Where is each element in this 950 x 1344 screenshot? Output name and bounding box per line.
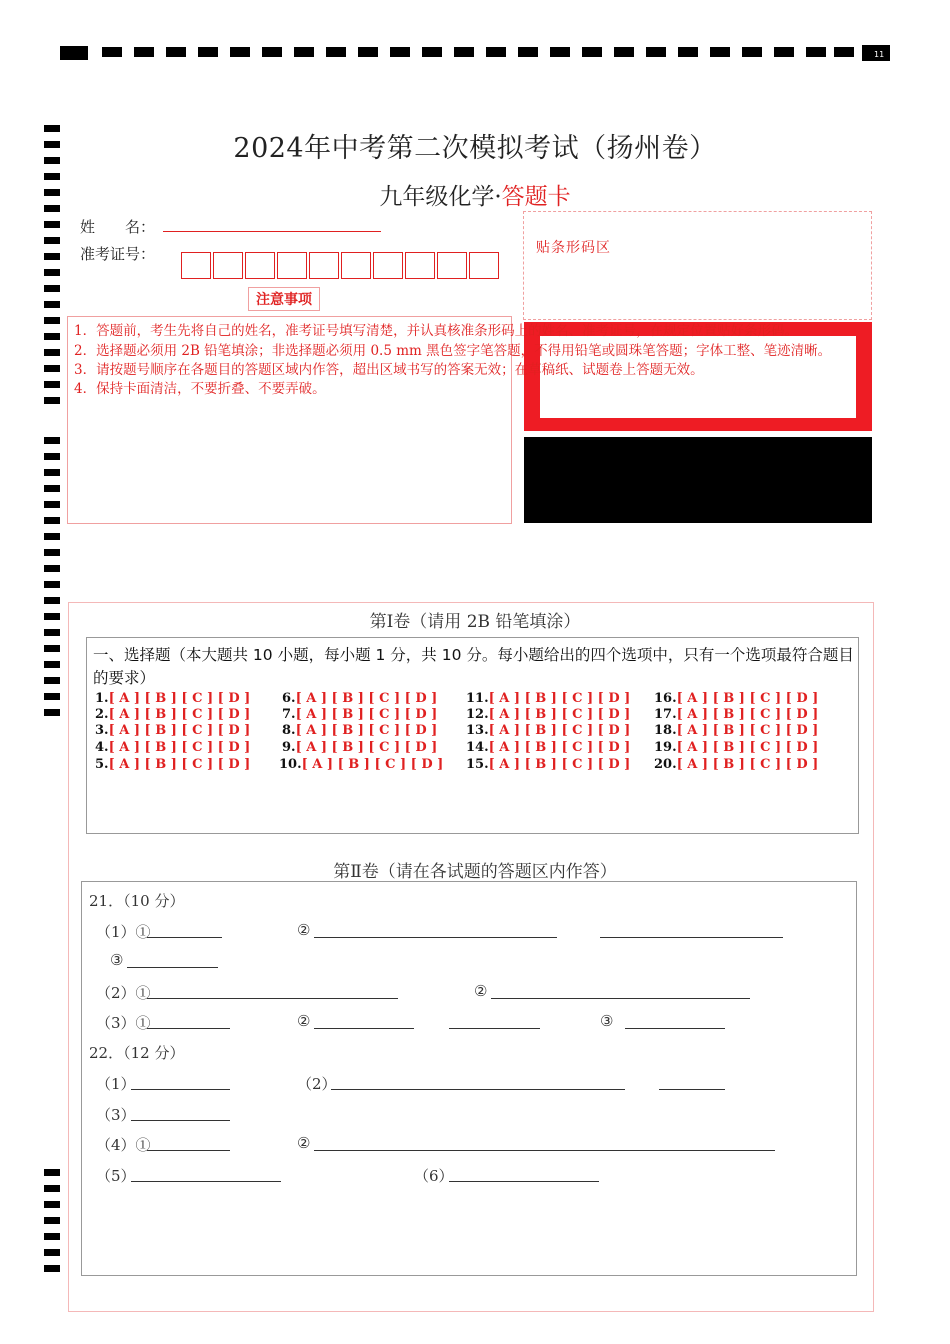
part1-title: 第Ⅰ卷（请用 2B 铅笔填涂）	[369, 612, 581, 632]
choice-options[interactable]: [ A ] [ B ] [ C ] [ D ]	[295, 691, 438, 706]
question-number: 12.	[466, 707, 489, 722]
question-number: 5.	[95, 757, 109, 772]
choice-options[interactable]: [ A ] [ B ] [ C ] [ D ]	[108, 740, 251, 755]
question-number: 17.	[654, 707, 677, 722]
page-subtitle	[0, 178, 950, 211]
written-answer-box	[81, 881, 857, 1276]
choice-options[interactable]: [ A ] [ B ] [ C ] [ D ]	[676, 691, 819, 706]
subtitle-suffix: 答题卡	[501, 184, 571, 210]
q21-1-blank-1[interactable]	[147, 937, 222, 938]
question-number: 20.	[654, 757, 677, 772]
q21-header: 21．（10 分）	[89, 892, 185, 910]
choice-row-7[interactable]	[282, 707, 437, 723]
q21-2-blank-1[interactable]	[147, 998, 398, 999]
page-title: 2024年中考第二次模拟考试（扬州卷）	[233, 133, 717, 164]
choice-row-4[interactable]	[95, 740, 250, 756]
choice-row-13[interactable]	[466, 723, 630, 739]
q22-header: 22．（12 分）	[89, 1044, 185, 1062]
black-marker-block	[524, 437, 872, 523]
choice-row-15[interactable]	[466, 757, 630, 773]
question-number: 15.	[466, 757, 489, 772]
part2-title: 第Ⅱ卷（请在各试题的答题区内作答）	[333, 862, 617, 882]
choice-options[interactable]: [ A ] [ B ] [ C ] [ D ]	[488, 740, 631, 755]
choice-options[interactable]: [ A ] [ B ] [ C ] [ D ]	[676, 740, 819, 755]
q21-3-blank-1[interactable]	[147, 1028, 230, 1029]
q21-1-blank-2[interactable]	[314, 937, 557, 938]
choice-row-14[interactable]	[466, 740, 630, 756]
barcode-sticker-area	[523, 211, 872, 320]
q21-2-label: （2）①	[96, 984, 151, 1002]
choice-options[interactable]: [ A ] [ B ] [ C ] [ D ]	[488, 757, 631, 772]
q22-1-label: （1）	[96, 1075, 136, 1093]
q22-2-label: （2）	[297, 1075, 337, 1093]
q21-1-blank-3[interactable]	[600, 937, 783, 938]
q21-1-blank-4[interactable]	[127, 967, 218, 968]
exam-id-digit-box[interactable]	[405, 252, 435, 279]
q21-1-circle3: ③	[110, 951, 124, 969]
exam-id-digit-box[interactable]	[213, 252, 243, 279]
q22-4-blank-2[interactable]	[314, 1150, 775, 1151]
question-number: 3.	[95, 723, 109, 738]
question-number: 16.	[654, 691, 677, 706]
q22-2-blank-2[interactable]	[659, 1089, 725, 1090]
barcode-area-label: 贴条形码区	[536, 240, 611, 256]
q22-4-label: （4）①	[96, 1136, 151, 1154]
question-number: 1.	[95, 691, 109, 706]
name-label: 姓 名：	[80, 218, 156, 236]
question-number: 2.	[95, 707, 109, 722]
exam-id-digit-box[interactable]	[309, 252, 339, 279]
choice-options[interactable]: [ A ] [ B ] [ C ] [ D ]	[676, 757, 819, 772]
question-number: 10.	[279, 757, 302, 772]
choice-options[interactable]: [ A ] [ B ] [ C ] [ D ]	[295, 707, 438, 722]
question-number: 14.	[466, 740, 489, 755]
notice-heading: 注意事项	[248, 287, 320, 311]
notice-item: 3．请按题号顺序在各题目的答题区域内作答，超出区域书写的答案无效；在草稿纸、试题卷上答题无效。	[74, 362, 704, 378]
choice-row-2[interactable]	[95, 707, 250, 723]
choice-options[interactable]: [ A ] [ B ] [ C ] [ D ]	[108, 707, 251, 722]
choice-row-19[interactable]	[654, 740, 818, 756]
q21-3-blank-4[interactable]	[625, 1028, 725, 1029]
choice-options[interactable]: [ A ] [ B ] [ C ] [ D ]	[301, 757, 444, 772]
choice-options[interactable]: [ A ] [ B ] [ C ] [ D ]	[488, 691, 631, 706]
q21-1-circle2: ②	[297, 921, 311, 939]
q21-3-blank-3[interactable]	[449, 1028, 540, 1029]
choice-row-1[interactable]	[95, 691, 250, 707]
choice-row-3[interactable]	[95, 723, 250, 739]
choice-row-11[interactable]	[466, 691, 630, 707]
choice-options[interactable]: [ A ] [ B ] [ C ] [ D ]	[108, 757, 251, 772]
choice-row-20[interactable]	[654, 757, 818, 773]
choice-row-9[interactable]	[282, 740, 437, 756]
q21-3-circle3: ③	[600, 1012, 614, 1030]
choice-row-16[interactable]	[654, 691, 818, 707]
exam-id-digit-box[interactable]	[341, 252, 371, 279]
q21-1-label: （1）①	[96, 923, 151, 941]
q22-1-blank[interactable]	[131, 1089, 230, 1090]
exam-id-label: 准考证号：	[80, 245, 156, 263]
q22-3-blank[interactable]	[131, 1120, 230, 1121]
choice-row-17[interactable]	[654, 707, 818, 723]
notice-item: 2．选择题必须用 2B 铅笔填涂；非选择题必须用 0.5 mm 黑色签字笔答题，不得用铅笔或圆珠笔答题；字体工整、笔迹清晰。	[74, 343, 832, 359]
subtitle-main: 九年级化学·	[379, 184, 502, 210]
q21-2-circle2: ②	[474, 982, 488, 1000]
question-number: 4.	[95, 740, 109, 755]
q21-3-blank-2[interactable]	[314, 1028, 414, 1029]
q21-3-label: （3）①	[96, 1014, 151, 1032]
choice-options[interactable]: [ A ] [ B ] [ C ] [ D ]	[488, 723, 631, 738]
choice-row-8[interactable]	[282, 723, 437, 739]
q22-4-blank-1[interactable]	[147, 1150, 230, 1151]
choice-row-18[interactable]	[654, 723, 818, 739]
choice-options[interactable]: [ A ] [ B ] [ C ] [ D ]	[676, 723, 819, 738]
choice-row-10[interactable]	[279, 757, 443, 773]
choice-options[interactable]: [ A ] [ B ] [ C ] [ D ]	[488, 707, 631, 722]
question-number: 18.	[654, 723, 677, 738]
q21-3-circle2: ②	[297, 1012, 311, 1030]
choice-row-5[interactable]	[95, 757, 250, 773]
question-number: 6.	[282, 691, 296, 706]
choice-section-heading: 一、选择题（本大题共 10 小题，每小题 1 分，共 10 分。每小题给出的四个选项中，只有一个选项最符合题目的要求）	[93, 646, 854, 687]
choice-options[interactable]: [ A ] [ B ] [ C ] [ D ]	[295, 740, 438, 755]
question-number: 9.	[282, 740, 296, 755]
exam-id-digit-box[interactable]	[181, 252, 211, 279]
choice-row-6[interactable]	[282, 691, 437, 707]
choice-options[interactable]: [ A ] [ B ] [ C ] [ D ]	[108, 723, 251, 738]
question-number: 13.	[466, 723, 489, 738]
choice-row-12[interactable]	[466, 707, 630, 723]
q22-5-blank[interactable]	[131, 1181, 281, 1182]
exam-id-digit-box[interactable]	[469, 252, 499, 279]
choice-options[interactable]: [ A ] [ B ] [ C ] [ D ]	[295, 723, 438, 738]
question-number: 11.	[466, 691, 489, 706]
q22-5-label: （5）	[96, 1167, 136, 1185]
q22-2-blank-1[interactable]	[331, 1089, 625, 1090]
notice-item: 4．保持卡面清洁，不要折叠、不要弄破。	[74, 381, 326, 397]
choice-options[interactable]: [ A ] [ B ] [ C ] [ D ]	[676, 707, 819, 722]
notice-item: 1．答题前，考生先将自己的姓名，准考证号填写清楚，并认真核准条形码上的姓名、准考证号，在规定位置贴好条形码。	[74, 323, 799, 339]
name-field[interactable]	[163, 231, 381, 232]
question-number: 19.	[654, 740, 677, 755]
exam-id-digit-box[interactable]	[277, 252, 307, 279]
q21-2-blank-2[interactable]	[491, 998, 750, 999]
q22-6-blank[interactable]	[449, 1181, 599, 1182]
question-number: 7.	[282, 707, 296, 722]
exam-id-digit-box[interactable]	[437, 252, 467, 279]
q22-4-circle2: ②	[297, 1134, 311, 1152]
page-marker: 11	[874, 50, 885, 59]
choice-options[interactable]: [ A ] [ B ] [ C ] [ D ]	[108, 691, 251, 706]
q22-3-label: （3）	[96, 1106, 136, 1124]
exam-id-digit-box[interactable]	[245, 252, 275, 279]
exam-id-digit-box[interactable]	[373, 252, 403, 279]
question-number: 8.	[282, 723, 296, 738]
q22-6-label: （6）	[414, 1167, 454, 1185]
